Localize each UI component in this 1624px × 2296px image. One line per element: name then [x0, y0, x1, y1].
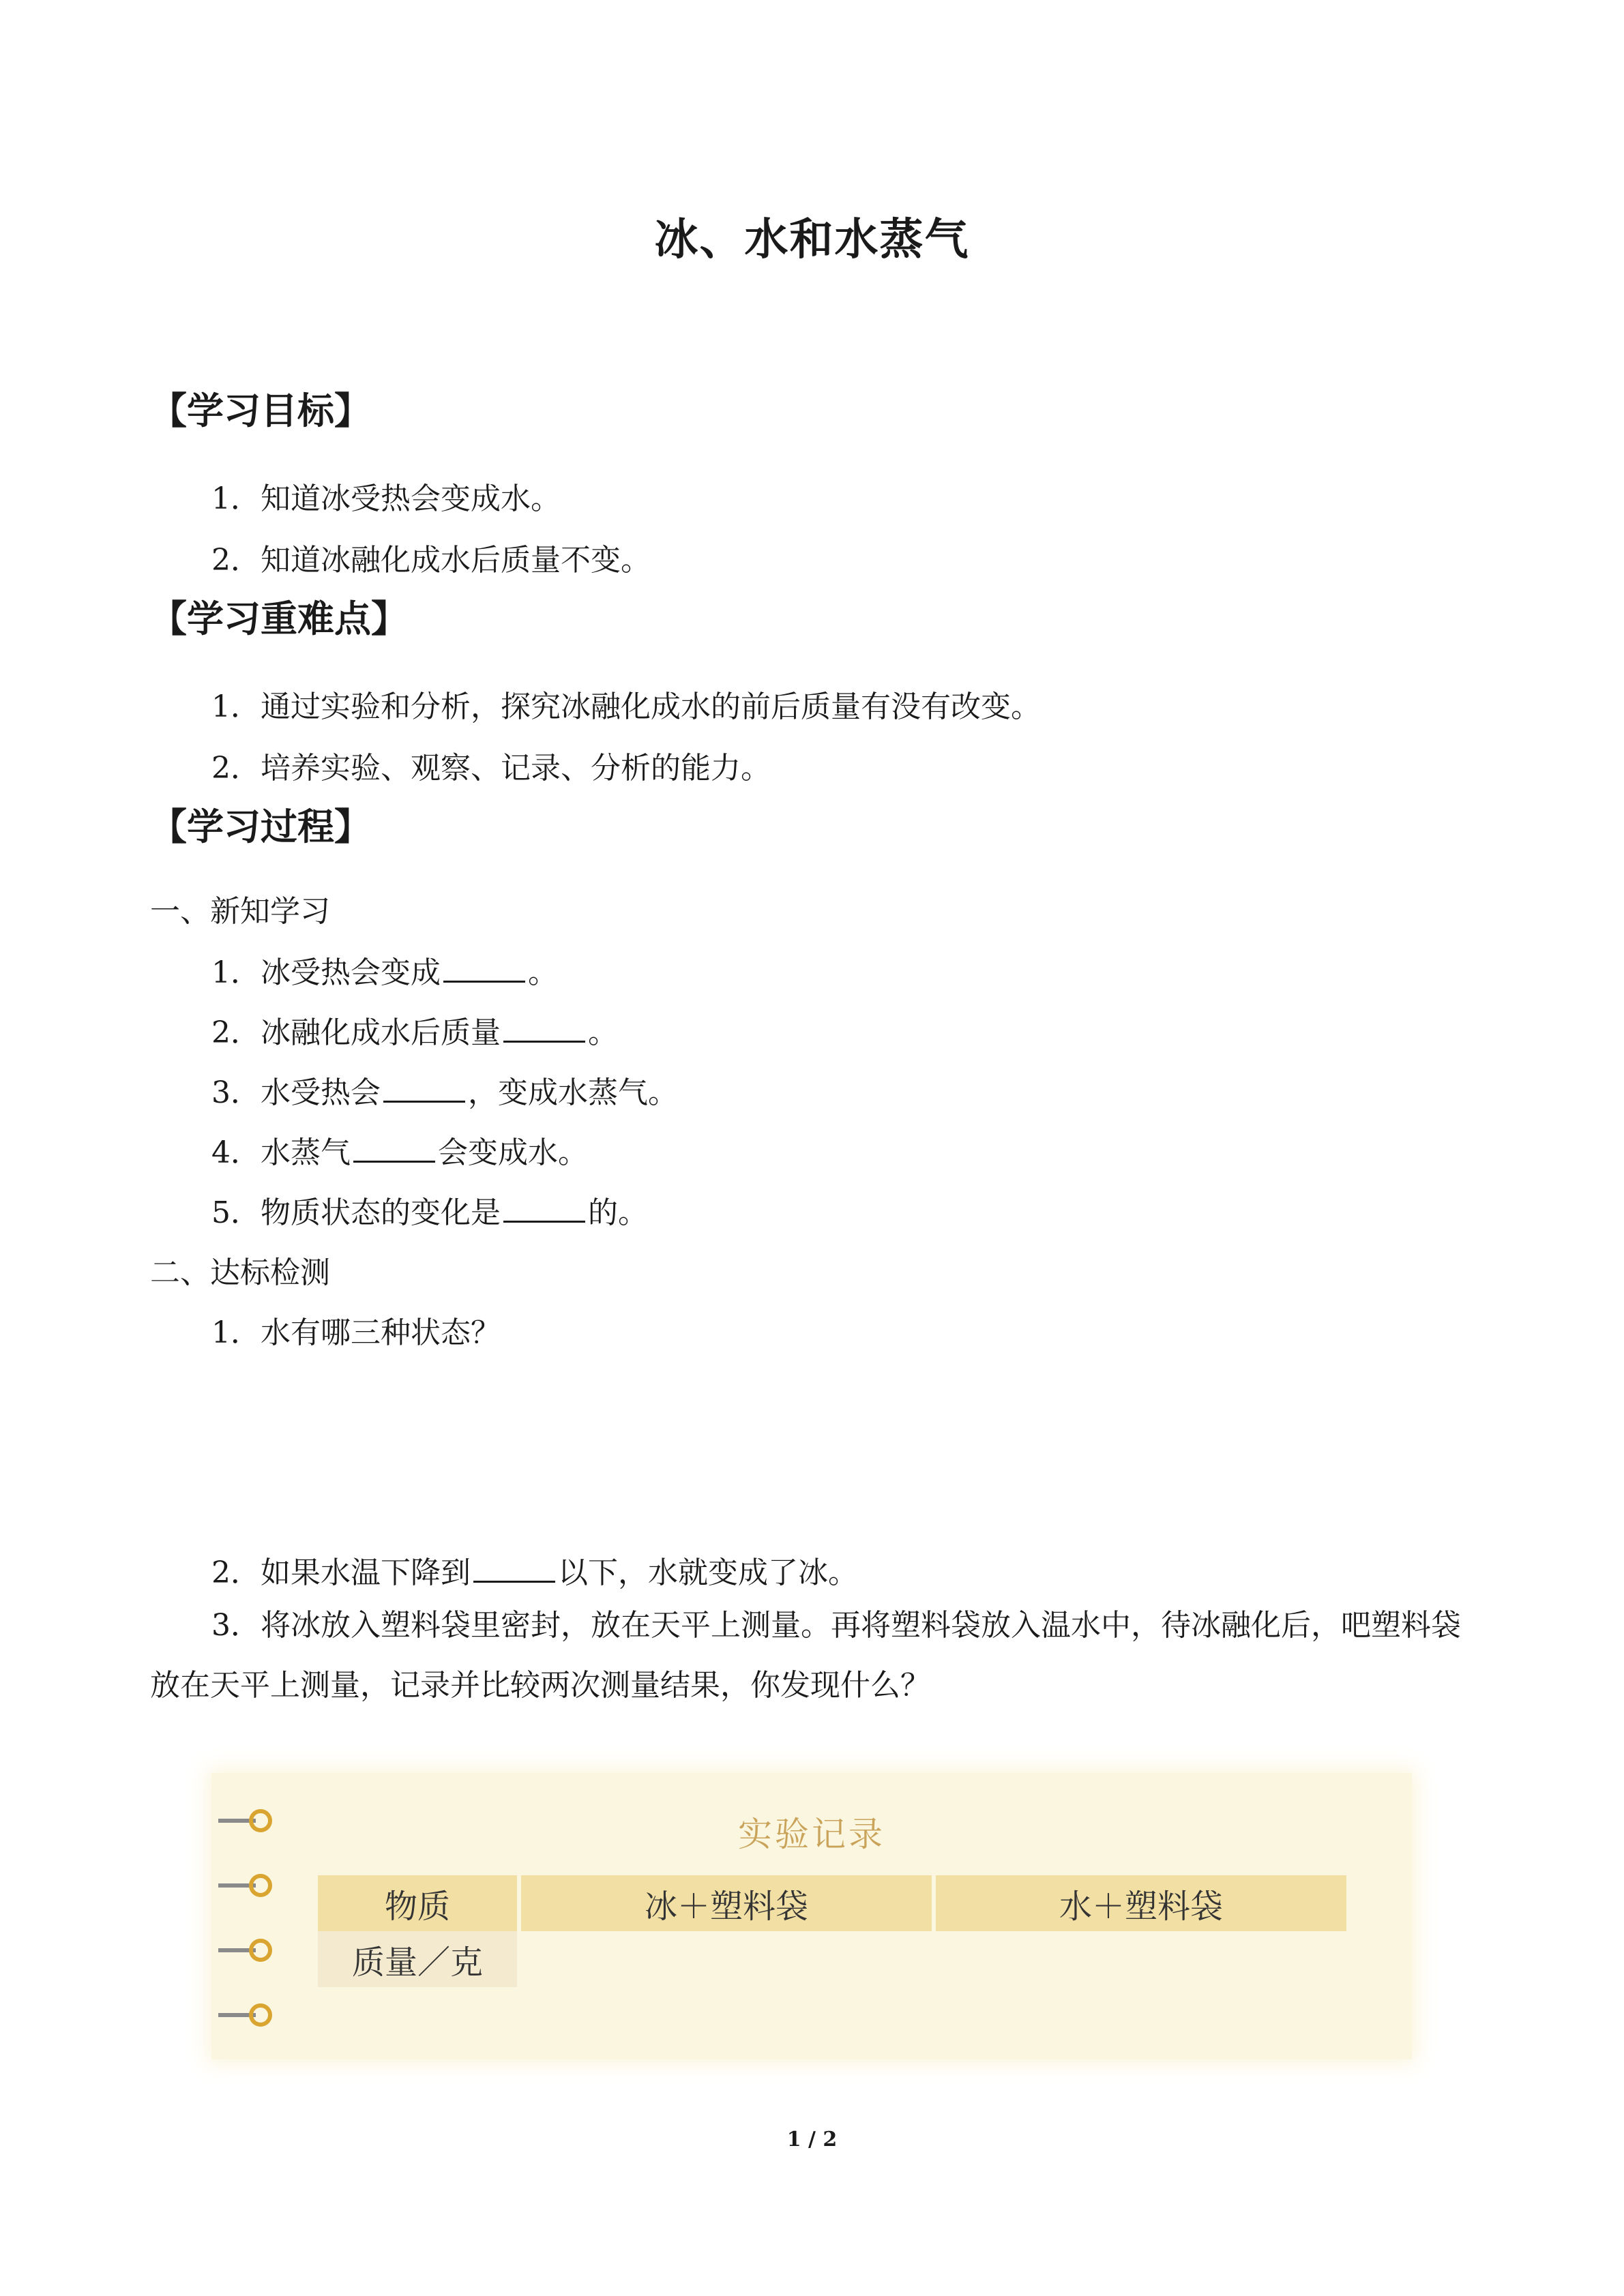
table-header-cell: 物质 [318, 1875, 517, 1931]
question-text: 的。 [588, 1195, 648, 1230]
table-header-cell: 冰＋塑料袋 [521, 1875, 932, 1931]
binder-ring-icon [218, 1872, 280, 1899]
fill-question [211, 1008, 618, 1052]
fill-question [211, 1128, 588, 1172]
question-text: 3．水受热会 [211, 1075, 381, 1110]
question-text: ，变成水蒸气。 [468, 1075, 678, 1110]
answer-blank[interactable] [383, 1073, 465, 1103]
page-number: 1 / 2 [786, 2128, 838, 2151]
section-goals-heading: 【学习目标】 [150, 389, 371, 432]
answer-blank[interactable] [443, 953, 525, 983]
question-text: 5．物质状态的变化是 [211, 1195, 501, 1230]
answer-blank[interactable] [353, 1133, 435, 1163]
question-text: 2．如果水温下降到 [211, 1555, 471, 1590]
question-text: 4．水蒸气 [211, 1135, 351, 1170]
binder-ring-icon [218, 1937, 280, 1964]
goal-item: 2．知道冰融化成水后质量不变。 [211, 543, 651, 578]
binder-ring-icon [218, 2001, 280, 2029]
page-title: 冰、水和水蒸气 [654, 215, 970, 265]
section-process-heading: 【学习过程】 [150, 805, 371, 848]
goal-item: 1．知道冰受热会变成水。 [211, 481, 561, 516]
answer-cell[interactable] [936, 1931, 1346, 1987]
check-question-2 [211, 1548, 858, 1592]
experiment-record-card [211, 1773, 1412, 2059]
record-title: 实验记录 [738, 1815, 885, 1854]
answer-blank[interactable] [503, 1013, 585, 1043]
section-key-points-heading: 【学习重难点】 [150, 597, 408, 640]
table-header-row [318, 1875, 1346, 1931]
fill-question [211, 1188, 648, 1232]
question-text: 。 [528, 955, 558, 990]
fill-question [211, 948, 558, 992]
key-point-item: 1．通过实验和分析，探究冰融化成水的前后质量有没有改变。 [211, 689, 1041, 724]
question-text: 。 [588, 1015, 618, 1050]
question-text: 2．冰融化成水后质量 [211, 1015, 501, 1050]
check-question-3: 3．将冰放入塑料袋里密封，放在天平上测量。再将塑料袋放入温水中，待冰融化后，吧塑料袋放在天平上测量，记录并比较两次测量结果，你发现什么？ [150, 1608, 1461, 1703]
part1-label: 一、新知学习 [150, 894, 330, 929]
row-label-cell: 质量／克 [318, 1931, 517, 1987]
question-text: 会变成水。 [438, 1135, 588, 1170]
question-text: 以下，水就变成了冰。 [558, 1555, 858, 1590]
question-text: 1．冰受热会变成 [211, 955, 441, 990]
part2-label: 二、达标检测 [150, 1255, 330, 1290]
record-table [314, 1875, 1350, 1987]
table-header-cell: 水＋塑料袋 [936, 1875, 1346, 1931]
answer-blank[interactable] [473, 1553, 555, 1583]
answer-blank[interactable] [503, 1193, 585, 1223]
answer-cell[interactable] [521, 1931, 932, 1987]
fill-question [211, 1068, 678, 1112]
table-row [318, 1931, 1346, 1987]
check-question-1: 1．水有哪三种状态？ [211, 1315, 501, 1350]
key-point-item: 2．培养实验、观察、记录、分析的能力。 [211, 751, 771, 786]
